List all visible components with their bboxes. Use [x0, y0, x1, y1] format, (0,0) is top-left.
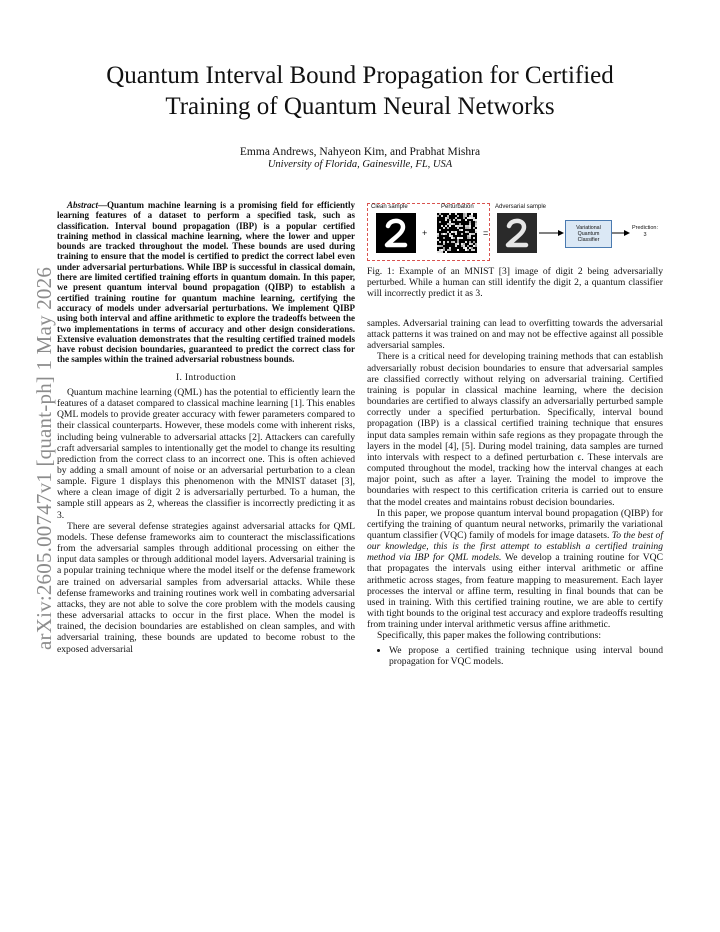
title-line-1: Quantum Interval Bound Propagation for Certified: [106, 62, 614, 89]
label-clean-sample: Clean sample: [371, 204, 408, 210]
right-column: [367, 318, 663, 667]
abstract-text: —Quantum machine learning is a promising field for efficiently learning features of a dataset to perform a specified task, such as classification. Interval bound propagation (IBP) is a popular certified training method in classical machine learning, where the lower and upper bounds are tracked throughout the model. These bounds are used during training to ensure that the model is certified to predict the correct label even under adversarial perturbations. While IBP is successful in classical domain, there are limited certified training efforts in quantum domain. In this paper, we present quantum interval bound propagation (QIBP) to establish a certified training routine for quantum machine learning, certifying the accuracy of models under adversarial perturbations. We implement QIBP using both interval and affine arithmetic to explore the tradeoffs between the two implementations in terms of accuracy and other design considerations. Extensive evaluation demonstrates that the resulting certified trained models have robust decision boundaries, guaranteed to predict the correct class for the samples within the trained adversarial robustness bounds.: [57, 200, 355, 365]
right-p3-italic: To the best of our knowledge, this is the first attempt to establish a certified training method via IBP for QML models.: [367, 529, 663, 564]
paper-title: [60, 60, 660, 122]
right-paragraph-1: samples. Adversarial training can lead to overfitting towards the adversarial attack patterns it was trained on and may not be effective against all possible adversarial samples.: [367, 318, 663, 352]
label-adversarial-sample: Adversarial sample: [495, 204, 547, 210]
right-paragraph-2: There is a critical need for developing training methods that can establish adversarially robust decision boundaries to ensure that adversarial samples are classified correctly without relying on adversarial training. Certified training is popular in classical machine learning, where the decision boundaries are certified to always classify an adversarially perturbed sample correctly under a specified perturbation. Specifically, interval bound propagation (IBP) is a classical certified training technique that ensures input data samples remain within safe regions as they propagate through the layers in the model [4], [5]. During model training, data samples are turned into intervals with respect to a defined perturbation ϵ. These intervals are computed throughout the model, tracking how the interval changes at each major point, such as after a layer. Training the model to improve the boundaries with respect to this certification criteria is carried out to ensure that the model creates and maintains robust decision boundaries.: [367, 351, 663, 508]
plus-sign: +: [422, 228, 428, 238]
contribution-item-1: • We propose a certified training technique using interval bound propagation for VQC models.: [389, 645, 663, 667]
left-column: [57, 200, 355, 655]
authors: Emma Andrews, Nahyeon Kim, and Prabhat Mishra: [239, 146, 481, 158]
title-line-2: Training of Quantum Neural Networks: [165, 93, 555, 120]
right-p3-part-b: We develop a training routine for VQC that propagates the intervals using either interval arithmetic or affine arithmetic across stages, from feature mapping to measurement. Each layer processes the interval or affine term, resulting in final bounds that can be used in training. With this certified training routine, we are able to certify with tight bounds to the original test accuracy and explore tradeoffs resulting from training under interval arithmetic versus affine arithmetic.: [367, 552, 663, 631]
affiliation: University of Florida, Gainesville, FL, USA: [267, 159, 453, 170]
figure-arrows: [367, 200, 663, 262]
figure-1-caption: Fig. 1: Example of an MNIST [3] image of digit 2 being adversarially perturbed. While a human can still identify the digit 2, a quantum classifier will incorrectly predict it as 3.: [367, 266, 663, 300]
abstract-lead: Abstract: [67, 200, 99, 210]
equals-sign: =: [483, 228, 489, 238]
arxiv-stamp: arXiv:2605.00747v1 [quant-ph] 1 May 2026: [32, 266, 56, 650]
intro-paragraph-2: There are several defense strategies against adversarial attacks for QML models. These defense frameworks aim to counteract the misclassifications from the adversarial samples through additional processing on either the input data samples or through additional model layers. Adversarial training is a popular training technique where the model itself or the defense framework are trained on adversarial samples from adversarial attacks. While these defense frameworks and training routines work well in combating adversarial attacks, they are not able to solve the core problem with the models causing these adversarial attacks to occur in the first place. When the model is trained, the decision boundaries are established on clean samples, and with adversarial training, these bounds are updated to become robust to the exposed adversarial: [57, 520, 355, 655]
figure-1: [367, 200, 663, 262]
intro-paragraph-1: Quantum machine learning (QML) has the potential to efficiently learn the features of a dataset compared to classical machine learning [1]. This enables QML models to provide greater accuracy with fewer parameters compared to their classical counterparts. However, these models come with inherent risks, including being vulnerable to adversarial attacks [2]. Attackers can carefully craft adversarial samples to intentionally get the model to change its resulting prediction from the correct class to an incorrect one. This is often achieved by adding a small amount of noise or an adversarial perturbation to a clean sample. Figure 1 displays this phenomenon with the MNIST dataset [3], where a clean image of digit 2 is adversarially perturbed. To a human, the sample still appears as 2, whereas the classifier is incorrectly predicting it as 3.: [57, 386, 355, 521]
right-paragraph-4: Specifically, this paper makes the following contributions:: [377, 630, 601, 642]
section-heading-introduction: I. Introduction: [176, 371, 236, 383]
prediction-label: Prediction:: [632, 225, 658, 231]
prediction: [627, 225, 663, 239]
contributions-list: [367, 645, 663, 667]
label-perturbation: Perturbation: [441, 204, 474, 210]
variational-quantum-classifier-box: [565, 220, 612, 248]
prediction-value: 3: [643, 232, 647, 238]
right-p3-part-a: In this paper, we propose quantum interval bound propagation (QIBP) for certifying the training of quantum neural networks, primarily the variational quantum classifier (VQC) family of models for image datasets.: [367, 507, 663, 541]
classifier-label: Variational Quantum Classifier: [576, 224, 601, 244]
right-paragraph-3: [367, 508, 663, 631]
abstract: [57, 200, 355, 365]
